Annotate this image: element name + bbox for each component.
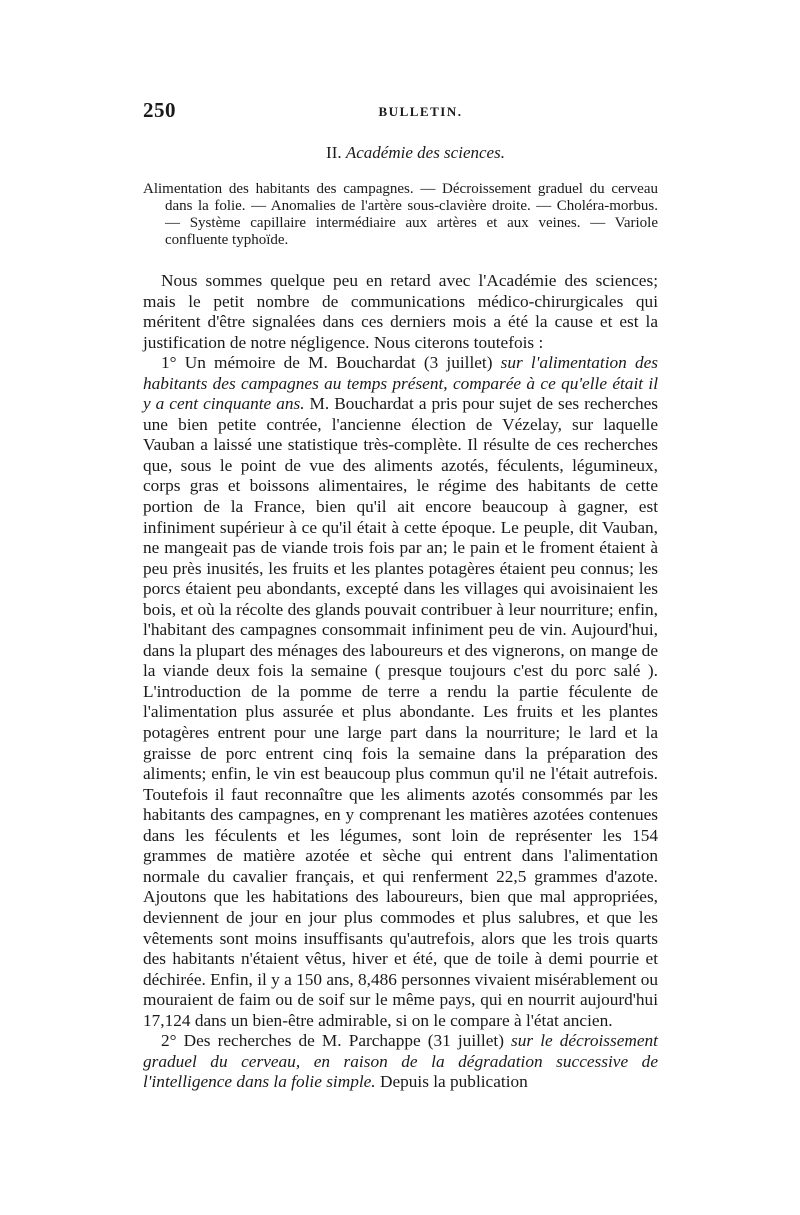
page-number: 250 (143, 98, 176, 122)
section-title: Académie des sciences. (345, 143, 505, 162)
research-title: sur le décroissement graduel du cerveau, en raison de la dégradation successive de l'intelligence dans la folie simple. (143, 1031, 658, 1092)
paragraph-body: Depuis la publication (375, 1072, 528, 1092)
paragraph-body: M. Bouchardat a pris pour sujet de ses recherches une bien petite contrée, l'ancienne élection de Vézelay, sur laquelle Vauban a laissé une statistique très-complète. Il résulte de ces recherches que, sous le point de vue des aliments azotés, féculents, légumineux, corps gras et boissons alimentaires, le régime des habitants de cette portion de la France, bien qu'il ait encore beaucoup à gagner, est infiniment supérieur à ce qu'il était à cette époque. Le peuple, dit Vauban, ne mangeait pas de viande trois fois par an; le pain et le froment étaient à peu près inusités, les fruits et les plantes potagères étaient peu connus; les porcs étaient peu abondants, excepté dans les villages qui avoisinaient les bois, et où la récolte des glands pouvait contribuer à leur nourriture; enfin, l'habitant des campagnes consommait infiniment peu de vin. Aujourd'hui, dans la plupart des ménages des laboureurs et des vignerons, on mange de la viande deux fois la semaine ( presque toujours c'est du porc salé ). L'introduction de la pomme de terre a rendu la partie féculente de l'alimentation plus assurée et plus abondante. Les fruits et les plantes potagères entrent pour une large part dans la nourriture; le lard et la graisse de porc entrent cinq fois la semaine dans la préparation des aliments; enfin, le vin est beaucoup plus commun qu'il ne l'était autrefois. Toutefois il faut reconnaître que les aliments azotés consommés par les habitants des campagnes, en y comprenant les matières azotées contenues dans les féculents et les légumes, sont loin de représenter les 154 grammes de matière azotée et sèche qui entrent dans l'alimentation normale du cavalier français, et qui renferment 22,5 grammes d'azote. Ajoutons que les habitations des laboureurs, bien que mal appropriées, deviennent de jour en jour plus commodes et plus salubres, et que les vêtements sont moins insuffisants qu'autrefois, alors que les trois quarts des habitants n'étaient vêtus, hiver et été, que de toile à demi pourrie et déchirée. Enfin, il y a 150 ans, 8,486 personnes vivaient misérablement ou mouraient de faim ou de soif sur le même pays, qui en nourrit aujourd'hui 17,124 dans un bien-être admirable, si on le compare à l'état ancien. (143, 394, 658, 1030)
book-page (143, 98, 658, 1093)
memoir-title: sur l'alimentation des habitants des campagnes au temps présent, comparée à ce qu'elle était il y a cent cinquante ans. (143, 353, 658, 414)
paragraph-bouchardat (143, 353, 658, 1031)
paragraph-parchappe (143, 1031, 658, 1093)
article-body (143, 271, 658, 1093)
running-title: BULLETIN. (378, 104, 463, 119)
section-number: II. (326, 143, 342, 162)
paragraph-lead: 1° Un mémoire de M. Bouchardat (3 juillet) (161, 353, 501, 373)
section-summary: Alimentation des habitants des campagnes. — Décroissement graduel du cerveau dans la folie. — Anomalies de l'artère sous-clavière droite. — Choléra-morbus. — Système capillaire intermédiaire aux artères et aux veines. — Variole confluente typhoïde. (143, 181, 658, 248)
section-heading (143, 143, 658, 163)
paragraph-lead: 2° Des recherches de M. Parchappe (31 juillet) (161, 1031, 512, 1051)
running-head (143, 98, 658, 124)
intro-paragraph: Nous sommes quelque peu en retard avec l'Académie des sciences; mais le petit nombre de communications médico-chirurgicales qui méritent d'être signalées dans ces derniers mois a été la cause et est la justification de notre négligence. Nous citerons toutefois : (143, 271, 658, 352)
